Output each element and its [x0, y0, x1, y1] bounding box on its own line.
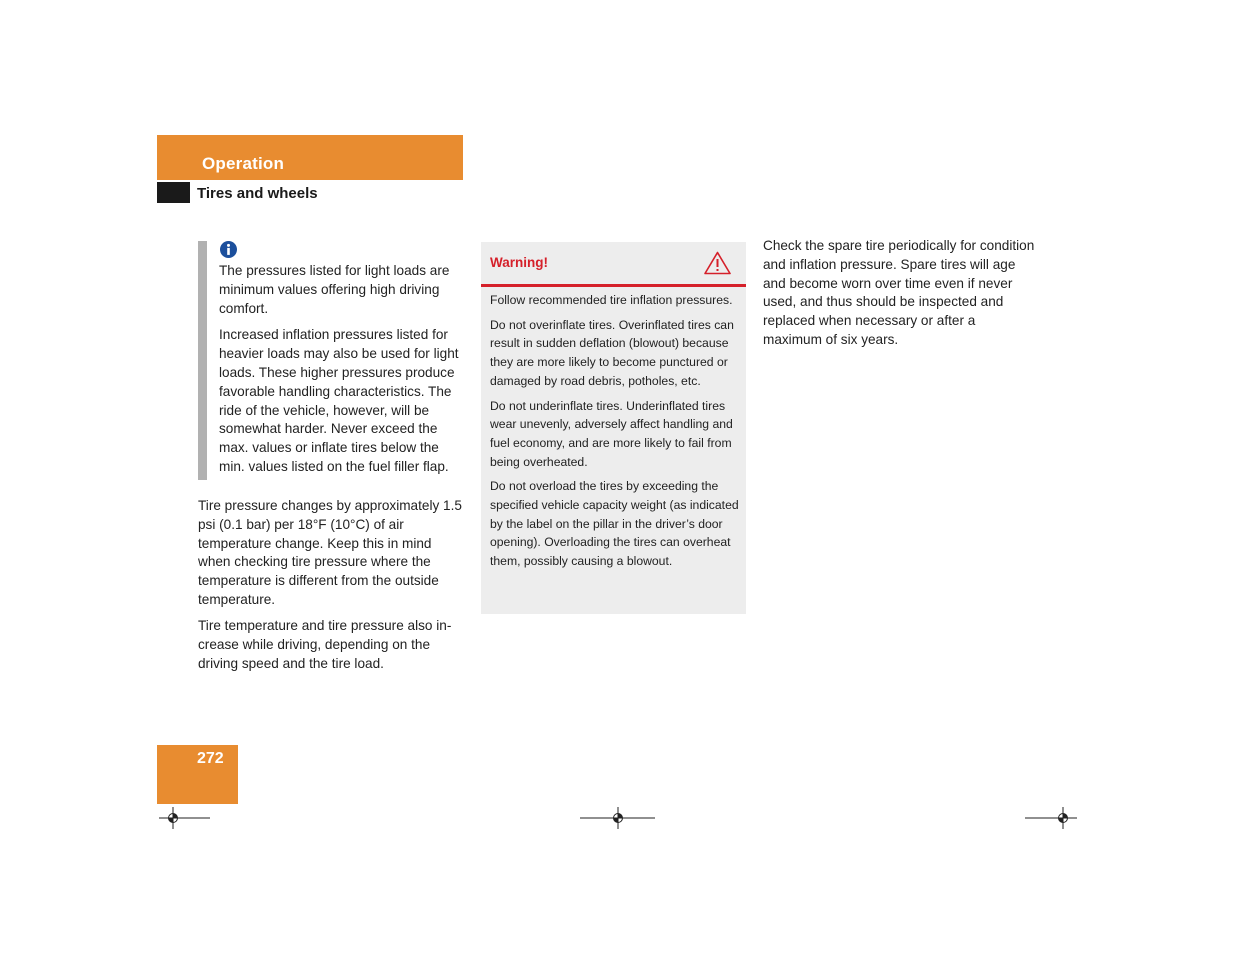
warning-text	[490, 291, 740, 577]
info-note-text	[219, 262, 464, 485]
main-body-text	[198, 497, 464, 681]
body-paragraph: Check the spare tire periodically for condition and inflation pressure. Spare tires will age and become worn over time even if never used, and thus should be inspected and replaced when necessary or after a maximum of six years.	[763, 238, 1035, 347]
page-number-box	[157, 745, 238, 804]
warning-header	[481, 242, 746, 287]
warning-paragraph: Do not overinflate tires. Overinflated tires can result in sudden deflation (blowout) because they are more likely to become punctured or damaged by road debris, potholes, etc.	[490, 317, 734, 388]
warning-paragraph: Do not overload the tires by exceeding the specified vehicle capacity weight (as indicated by the label on the pillar in the driver’s door opening). Overloading the tires can overheat them, possibly causing a blowout.	[490, 479, 739, 569]
warning-paragraph: Do not underinflate tires. Underinflated tires wear unevenly, adversely affect handling and fuel economy, and are more likely to fail from being overheated.	[490, 398, 733, 469]
warning-paragraph: Follow recommended tire inflation pressures.	[490, 293, 733, 307]
subsection-title: Tires and wheels	[197, 185, 318, 202]
crop-mark-icon	[1022, 805, 1082, 829]
right-column-text	[763, 237, 1035, 350]
warning-label: Warning!	[490, 255, 548, 270]
crop-mark-icon	[578, 805, 658, 829]
section-header-bar	[157, 135, 463, 180]
subsection-marker	[157, 182, 190, 203]
info-note-bar	[198, 241, 207, 480]
warning-triangle-icon	[704, 251, 731, 275]
section-title: Operation	[202, 154, 285, 173]
info-paragraph: Increased inflation pressures listed for heavier loads may also be used for light loads. These higher pressures produce favorable handling characteristics. The ride of the vehicle, however, will be somewhat harder. Never exceed the max. values or inflate tires below the min. values listed on the fuel filler flap.	[219, 327, 459, 474]
body-paragraph: Tire pressure changes by approximately 1.5 psi (0.1 bar) per 18°F (10°C) of air temperature change. Keep this in mind when checking tire pressure where the temperature is different from the outside temperature.	[198, 498, 462, 607]
info-paragraph: The pressures listed for light loads are minimum values offering high driving comfort.	[219, 263, 450, 316]
info-icon	[220, 241, 237, 258]
info-note	[198, 241, 464, 480]
warning-box	[481, 242, 746, 614]
crop-mark-icon	[153, 805, 213, 829]
body-paragraph: Tire temperature and tire pressure also increase while driving, depending on the driving speed and the tire load.	[198, 618, 452, 671]
page-number: 272	[197, 750, 224, 767]
